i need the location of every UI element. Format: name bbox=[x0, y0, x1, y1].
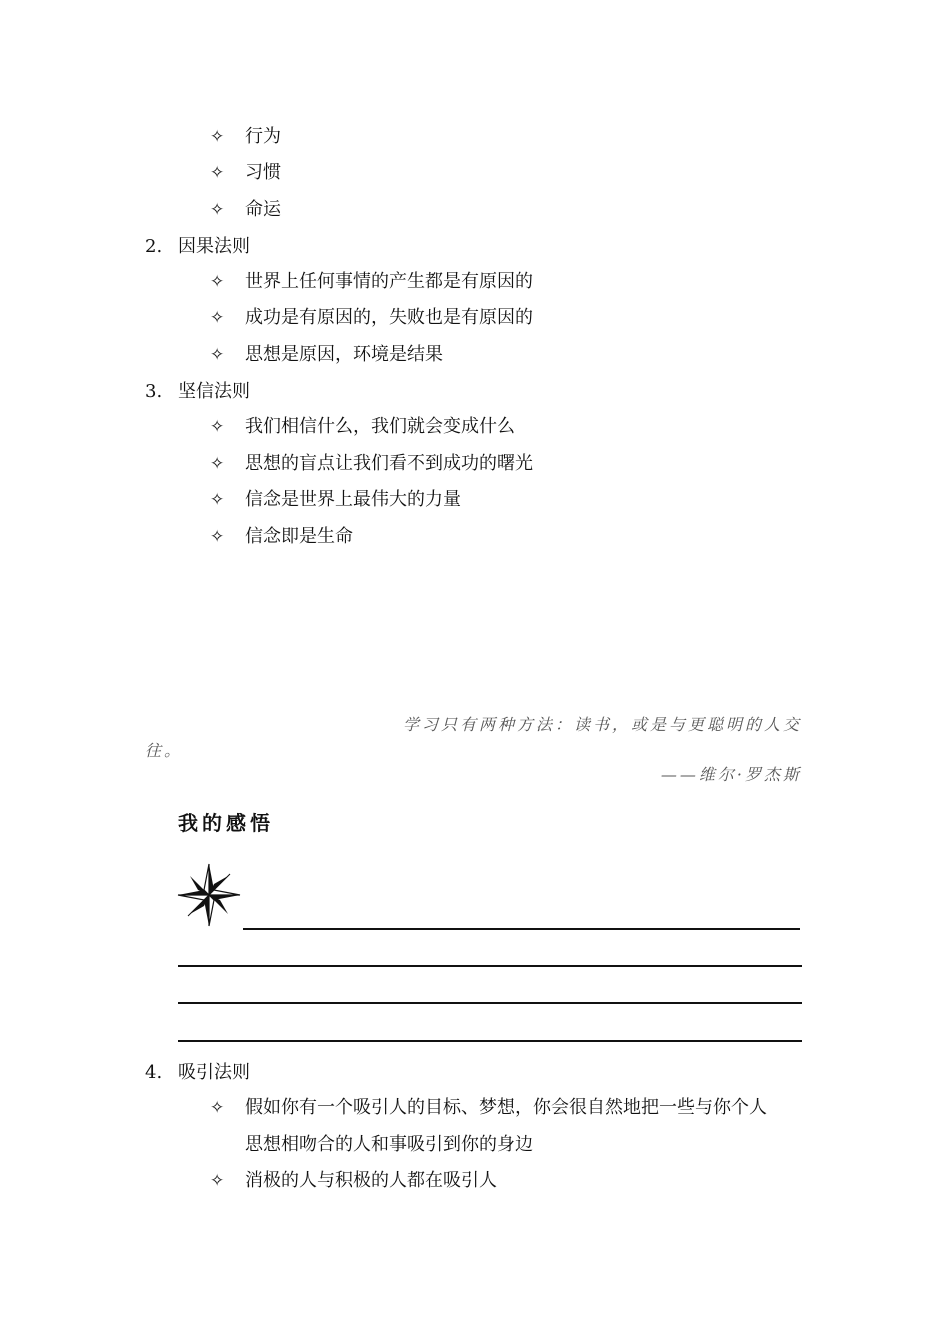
list-item: 思想的盲点让我们看不到成功的曙光 bbox=[245, 453, 533, 474]
bullet-icon: ✧ bbox=[210, 163, 225, 183]
section-number: 3. bbox=[145, 381, 163, 402]
list-item: 命运 bbox=[245, 199, 281, 220]
list-item: 成功是有原因的，失败也是有原因的 bbox=[245, 307, 533, 328]
writing-line bbox=[243, 928, 800, 930]
quote-line: 往。 bbox=[145, 741, 184, 760]
section-title: 坚信法则 bbox=[178, 381, 250, 402]
section-title: 因果法则 bbox=[178, 236, 250, 257]
section-number: 4. bbox=[145, 1062, 163, 1083]
list-item: 世界上任何事情的产生都是有原因的 bbox=[245, 271, 533, 292]
list-item: 我们相信什么，我们就会变成什么 bbox=[245, 416, 515, 437]
bullet-icon: ✧ bbox=[210, 454, 225, 474]
bullet-icon: ✧ bbox=[210, 490, 225, 510]
compass-star-icon bbox=[176, 862, 242, 928]
bullet-icon: ✧ bbox=[210, 272, 225, 292]
list-item: 思想是原因，环境是结果 bbox=[245, 344, 443, 365]
writing-line bbox=[178, 965, 802, 967]
bullet-icon: ✧ bbox=[210, 200, 225, 220]
bullet-icon: ✧ bbox=[210, 1171, 225, 1191]
list-item: 消极的人与积极的人都在吸引人 bbox=[245, 1170, 497, 1191]
list-item: 行为 bbox=[245, 126, 281, 147]
bullet-icon: ✧ bbox=[210, 417, 225, 437]
list-item: 信念是世界上最伟大的力量 bbox=[245, 489, 461, 510]
bullet-icon: ✧ bbox=[210, 345, 225, 365]
writing-line bbox=[178, 1002, 802, 1004]
reflection-heading: 我的感悟 bbox=[178, 811, 274, 835]
writing-line bbox=[178, 1040, 802, 1042]
section-title: 吸引法则 bbox=[178, 1062, 250, 1083]
bullet-icon: ✧ bbox=[210, 127, 225, 147]
bullet-icon: ✧ bbox=[210, 1098, 225, 1118]
section-number: 2. bbox=[145, 236, 163, 257]
list-item: 信念即是生命 bbox=[245, 526, 353, 547]
quote-author: ——维尔·罗杰斯 bbox=[660, 765, 802, 784]
list-item-continuation: 思想相吻合的人和事吸引到你的身边 bbox=[245, 1134, 533, 1155]
bullet-icon: ✧ bbox=[210, 527, 225, 547]
list-item: 假如你有一个吸引人的目标、梦想，你会很自然地把一些与你个人 bbox=[245, 1097, 767, 1118]
bullet-icon: ✧ bbox=[210, 308, 225, 328]
quote-line: 学习只有两种方法：读书，或是与更聪明的人交 bbox=[402, 715, 802, 734]
list-item: 习惯 bbox=[245, 162, 281, 183]
